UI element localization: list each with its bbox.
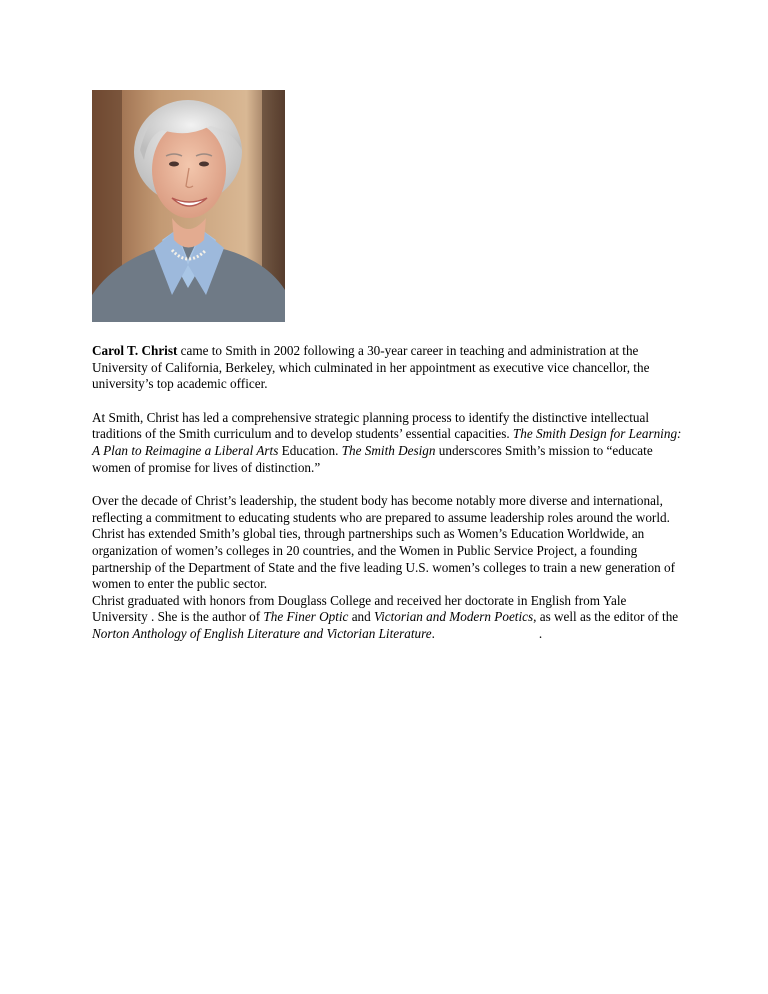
portrait-illustration xyxy=(92,90,285,322)
mission-text: underscores Smith’s mission to “educate women of promise for lives of distinction.” xyxy=(92,442,653,475)
bio-paragraph-strategic-plan xyxy=(92,410,682,476)
trailing-period: . xyxy=(538,625,543,641)
sentence-end: . xyxy=(431,625,435,641)
bio-paragraph-education xyxy=(92,593,682,643)
editor-text: , as well as the editor of the xyxy=(533,609,679,625)
plan-short-title: The Smith Design xyxy=(341,442,436,458)
bio-paragraph-intro xyxy=(92,343,682,393)
plan-title-suffix: Education. xyxy=(278,442,342,458)
leadership-text: Over the decade of Christ’s leadership, the student body has become notably more diverse and international, reflecting a commitment to educating students who are prepared to assume leadership roles around the world. Christ has extended Smith’s global ties, through partnerships such as Women’s Education Worldwide, an organization of women’s colleges in 20 countries, and the Women in Public Service Project, a founding partnership of the Department of State and the five leading U.S. women’s colleges to train a new generation of women to enter the public sector. xyxy=(92,493,675,592)
education-text: Christ graduated with honors from Douglass College and received her doctorate in English from Yale University . She is the author of xyxy=(92,592,627,625)
intro-text: came to Smith in 2002 following a 30-year career in teaching and administration at the University of California, Berkeley, which culminated in her appointment as executive vice chancellor, the university’s top academic officer. xyxy=(92,343,650,392)
book-title-finer-optic: The Finer Optic xyxy=(263,609,349,625)
book-title-victorian-modern-poetics: Victorian and Modern Poetics xyxy=(374,609,534,625)
anthology-title: Norton Anthology of English Literature and Victorian Literature xyxy=(92,625,432,641)
conjunction-text: and xyxy=(348,609,375,625)
strategic-plan-text: At Smith, Christ has led a comprehensive strategic planning process to identify the distinctive intellectual traditions of the Smith curriculum and to develop students’ essential capacities. xyxy=(92,409,650,442)
bio-paragraph-leadership xyxy=(92,493,682,593)
portrait-photo xyxy=(92,90,285,322)
biography-text xyxy=(92,343,682,643)
plan-title: The Smith Design for Learning: A Plan to Reimagine a Liberal Arts xyxy=(92,426,682,458)
person-name: Carol T. Christ xyxy=(92,343,178,358)
